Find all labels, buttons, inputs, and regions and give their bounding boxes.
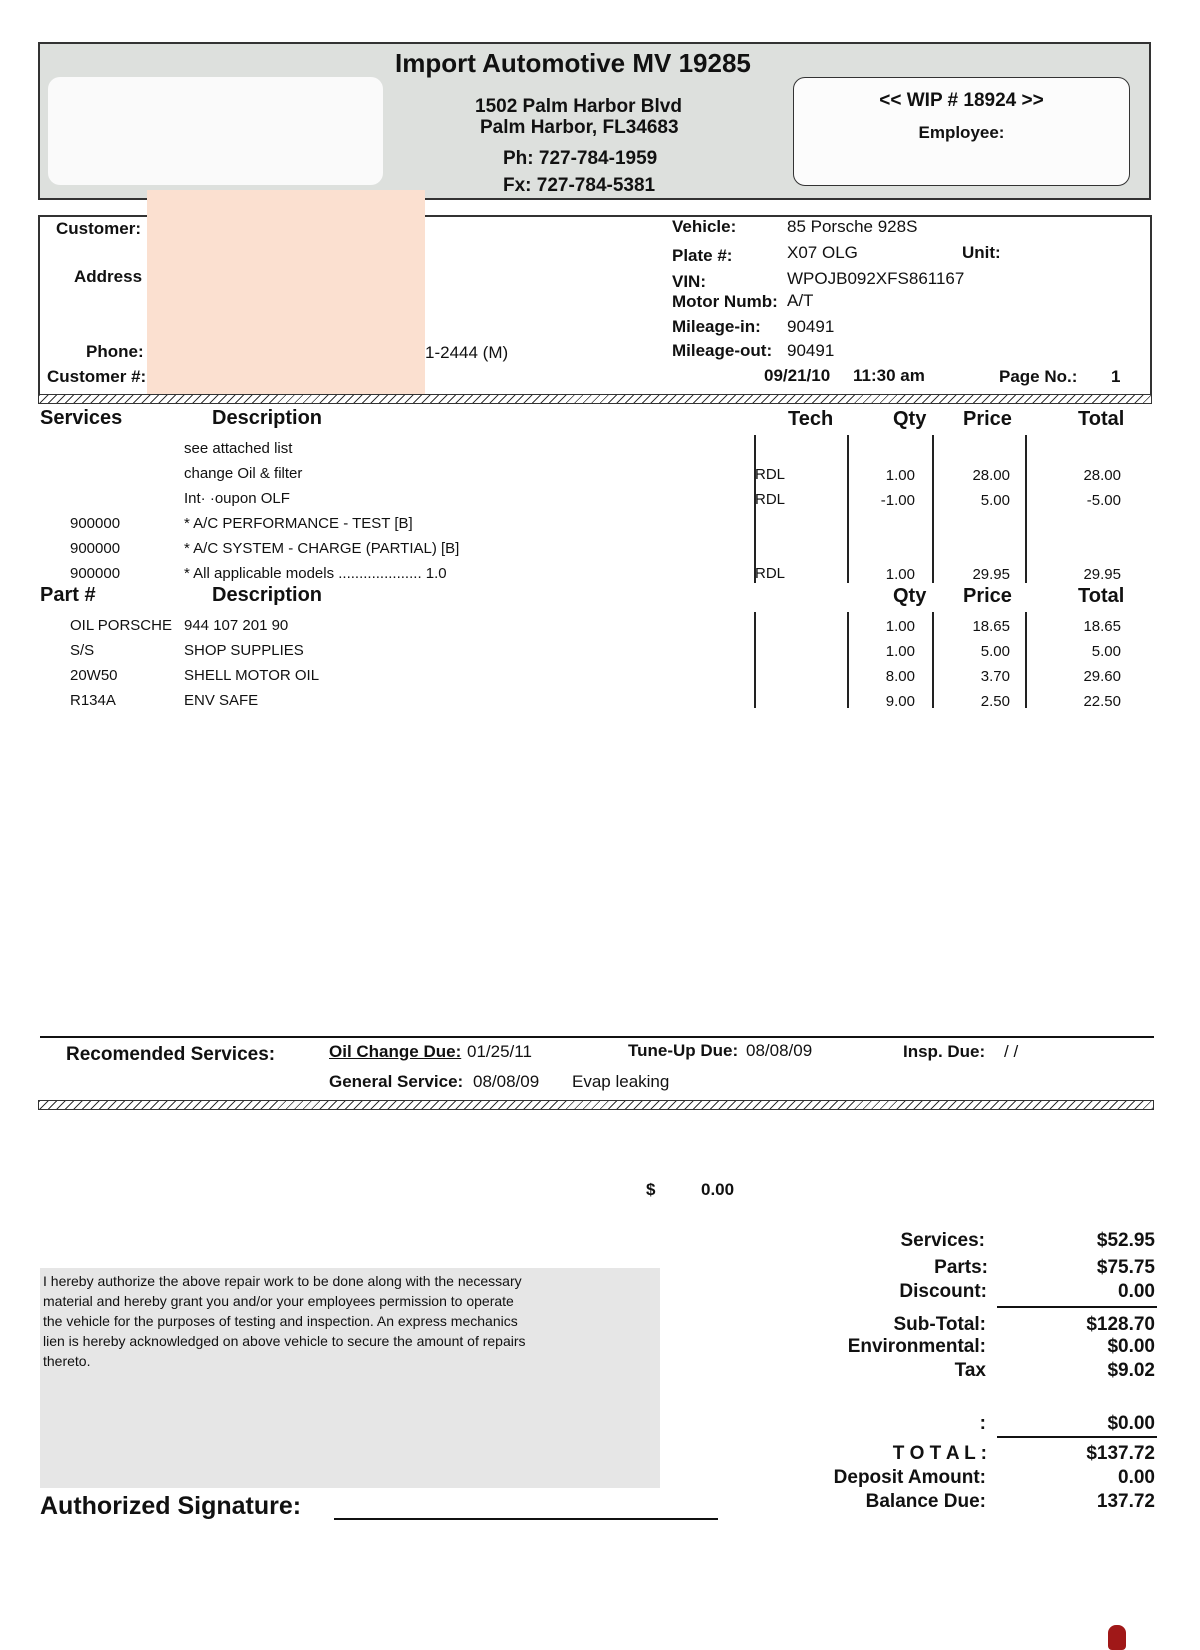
subtotal-rule	[997, 1306, 1157, 1308]
column-divider	[847, 435, 849, 583]
service-price: 5.00	[980, 492, 1010, 509]
phone-label: Phone:	[86, 342, 144, 361]
subtotal-value: $128.70	[1086, 1314, 1155, 1335]
column-divider	[1025, 435, 1027, 583]
recommended-label: Recomended Services:	[66, 1044, 276, 1065]
deposit-value: 0.00	[1118, 1467, 1155, 1488]
general-service-value: 08/08/09	[473, 1072, 540, 1091]
services-total-value: $52.95	[1096, 1230, 1155, 1251]
mileage-out-label: Mileage-out:	[672, 341, 773, 360]
discount-label: Discount:	[899, 1281, 987, 1302]
subtotal-label: Sub-Total:	[893, 1314, 986, 1335]
part-description: SHELL MOTOR OIL	[184, 667, 320, 684]
service-description: * A/C PERFORMANCE - TEST [B]	[184, 515, 413, 532]
part-description: ENV SAFE	[184, 692, 259, 709]
misc-total-value: $0.00	[1107, 1413, 1155, 1434]
environmental-value: $0.00	[1107, 1336, 1155, 1357]
authorization-text: I hereby authorize the above repair work to be done along with the necessary material and hereby grant you and/or your employees permission to operate the vehicle for the purposes of testing and inspection. An express mechanics lien is hereby acknowledged on above vehicle to secure the amount of repairs thereto.	[43, 1273, 526, 1369]
tax-value: $9.02	[1107, 1360, 1155, 1381]
qty-header: Qty	[893, 408, 927, 430]
total-rule	[997, 1436, 1157, 1438]
page-number-value: 1	[1111, 367, 1121, 386]
column-divider	[754, 612, 756, 708]
service-tech: RDL	[755, 565, 786, 582]
grand-total-label: T O T A L :	[892, 1443, 987, 1464]
motor-label: Motor Numb:	[672, 292, 778, 311]
service-qty: 1.00	[885, 467, 915, 484]
part-price: 5.00	[980, 643, 1010, 660]
parts-total-label: Parts:	[934, 1257, 988, 1278]
part-total: 29.60	[1083, 668, 1121, 685]
shop-address-line1: 1502 Palm Harbor Blvd	[475, 96, 682, 117]
parts-total-header: Total	[1078, 585, 1125, 607]
service-price: 29.95	[972, 566, 1010, 583]
service-description: see attached list	[184, 440, 293, 457]
service-tech: RDL	[755, 466, 786, 483]
misc-amount-value: 0.00	[701, 1180, 735, 1199]
mileage-in-label: Mileage-in:	[672, 317, 761, 336]
column-divider	[932, 435, 934, 583]
price-header: Price	[963, 408, 1012, 430]
vin-value: WPOJB092XFS861167	[787, 269, 965, 288]
part-price: 3.70	[980, 668, 1010, 685]
wip-number: << WIP # 18924 >>	[879, 90, 1044, 111]
tax-label: Tax	[954, 1360, 986, 1381]
part-qty: 1.00	[885, 618, 915, 635]
wip-box	[793, 77, 1130, 186]
balance-due-value: 137.72	[1096, 1491, 1155, 1512]
balance-due-label: Balance Due:	[865, 1491, 986, 1512]
part-total: 22.50	[1083, 693, 1121, 710]
mileage-out-value: 90491	[787, 341, 835, 360]
vehicle-label: Vehicle:	[672, 217, 737, 236]
services-total-label: Services:	[900, 1230, 985, 1251]
grand-total-value: $137.72	[1086, 1443, 1155, 1464]
part-number: 20W50	[70, 667, 118, 684]
phone-value: 1-2444 (M)	[425, 343, 509, 362]
authorization-box	[40, 1268, 660, 1488]
part-qty: 8.00	[885, 668, 915, 685]
part-number-header: Part #	[40, 584, 96, 606]
part-number: S/S	[70, 642, 95, 659]
service-code: 900000	[70, 515, 121, 532]
part-qty: 1.00	[885, 643, 915, 660]
parts-total-value: $75.75	[1096, 1257, 1155, 1278]
employee-label: Employee:	[918, 123, 1005, 142]
part-price: 18.65	[972, 618, 1010, 635]
ink-mark	[1108, 1625, 1126, 1650]
hatched-divider	[38, 394, 1152, 404]
services-description-header: Description	[212, 407, 323, 429]
shop-address-line2: Palm Harbor, FL34683	[480, 117, 679, 138]
tune-up-due-value: 08/08/09	[746, 1041, 813, 1060]
misc-colon-label: :	[979, 1413, 986, 1434]
parts-qty-header: Qty	[893, 585, 927, 607]
motor-value: A/T	[787, 291, 814, 310]
general-service-label: General Service:	[329, 1072, 464, 1091]
customer-label: Customer:	[56, 219, 142, 238]
services-header: Services	[40, 407, 123, 429]
misc-dollar-sign: $	[646, 1180, 656, 1199]
authorized-signature-label: Authorized Signature:	[40, 1492, 302, 1520]
service-total: 29.95	[1083, 566, 1121, 583]
redaction-patch	[147, 190, 425, 400]
service-description: change Oil & filter	[184, 465, 303, 482]
column-divider	[932, 612, 934, 708]
invoice-date: 09/21/10	[764, 366, 831, 385]
column-divider	[1025, 612, 1027, 708]
oil-change-due-value: 01/25/11	[467, 1042, 532, 1061]
customer-number-label: Customer #:	[47, 367, 147, 386]
parts-price-header: Price	[963, 585, 1012, 607]
inspection-due-label: Insp. Due:	[903, 1042, 986, 1061]
address-label: Address	[74, 267, 143, 286]
environmental-label: Environmental:	[847, 1336, 986, 1357]
oil-change-due-label: Oil Change Due:	[329, 1042, 462, 1061]
part-price: 2.50	[980, 693, 1010, 710]
discount-value: 0.00	[1118, 1281, 1155, 1302]
total-header: Total	[1078, 408, 1125, 430]
plate-label: Plate #:	[672, 246, 733, 265]
inspection-due-value: / /	[1004, 1042, 1019, 1061]
deposit-label: Deposit Amount:	[833, 1467, 986, 1488]
vin-label: VIN:	[672, 272, 706, 291]
service-tech: RDL	[755, 491, 786, 508]
invoice-time: 11:30 am	[853, 366, 925, 385]
service-total: 28.00	[1083, 467, 1121, 484]
part-qty: 9.00	[885, 693, 915, 710]
logo-area	[48, 77, 383, 185]
service-qty: -1.00	[880, 492, 915, 509]
column-divider	[847, 612, 849, 708]
mileage-in-value: 90491	[787, 317, 835, 336]
unit-label: Unit:	[962, 243, 1001, 262]
part-total: 5.00	[1091, 643, 1121, 660]
plate-value: X07 OLG	[787, 243, 858, 262]
vehicle-value: 85 Porsche 928S	[787, 217, 918, 236]
parts-description-header: Description	[212, 584, 323, 606]
tech-header: Tech	[788, 408, 834, 430]
signature-line[interactable]	[334, 1518, 718, 1520]
part-number: OIL PORSCHE	[70, 617, 172, 634]
service-description: * All applicable models .................... 1.0	[184, 565, 447, 582]
tune-up-due-label: Tune-Up Due:	[628, 1041, 739, 1060]
shop-phone: Ph: 727-784-1959	[503, 148, 658, 169]
part-total: 18.65	[1083, 618, 1121, 635]
service-total: -5.00	[1086, 492, 1121, 509]
service-price: 28.00	[972, 467, 1010, 484]
service-code: 900000	[70, 565, 121, 582]
shop-name: Import Automotive MV 19285	[395, 48, 751, 78]
recommended-note: Evap leaking	[572, 1072, 670, 1091]
recommended-top-rule	[40, 1036, 1154, 1038]
service-description: Int· ·oupon OLF	[184, 490, 290, 507]
part-description: SHOP SUPPLIES	[184, 642, 304, 659]
service-description: * A/C SYSTEM - CHARGE (PARTIAL) [B]	[184, 540, 460, 557]
service-code: 900000	[70, 540, 121, 557]
service-qty: 1.00	[885, 566, 915, 583]
column-divider	[754, 435, 756, 583]
hatched-divider	[38, 1100, 1154, 1110]
part-number: R134A	[70, 692, 116, 709]
page-number-label: Page No.:	[999, 367, 1078, 386]
part-description: 944 107 201 90	[184, 617, 289, 634]
shop-fax: Fx: 727-784-5381	[503, 175, 656, 196]
